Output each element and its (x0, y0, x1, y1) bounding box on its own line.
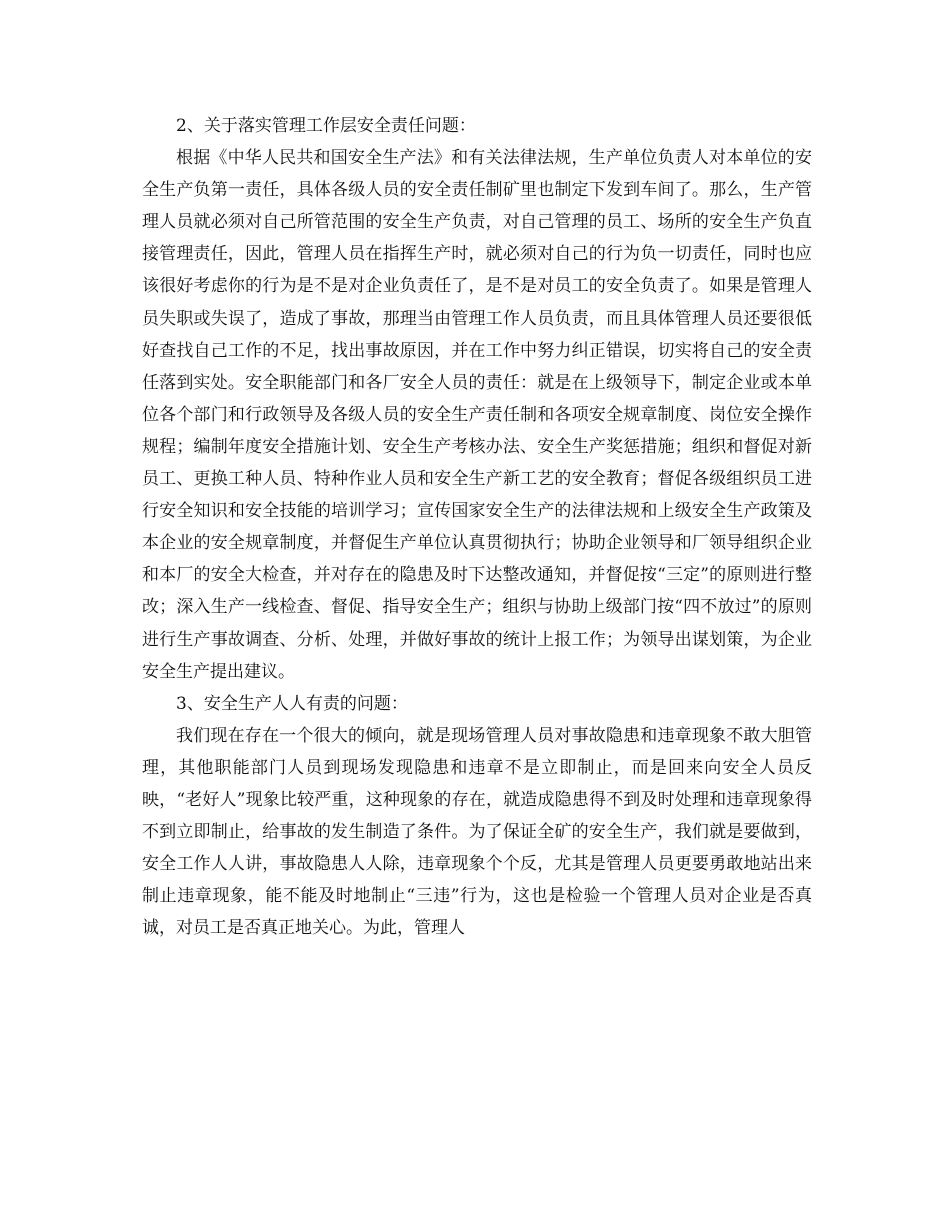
section-3-heading: 3、安全生产人人有责的问题： (176, 693, 408, 714)
section-2-paragraph: 根据《中华人民共和国安全生产法》和有关法律法规，生产单位负责人对本单位的安全生产负第一责任，具体各级人员的安全责任制矿里也制定下发到车间了。那么，生产管理人员就必须对自己所管范围的安全生产负责，对自己管理的员工、场所的安全生产负直接管理责任，因此，管理人员在指挥生产时，就必须对自己的行为负一切责任，同时也应该很好考虑你的行为是不是对企业负责任了，是不是对员工的安全负责了。如果是管理人员失职或失误了，造成了事故，那理当由管理工作人员负责，而且具体管理人员还要很低好查找自己工作的不足，找出事故原因，并在工作中努力纠正错误，切实将自己的安全责任落到实处。安全职能部门和各厂安全人员的责任：就是在上级领导下，制定企业或本单位各个部门和行政领导及各级人员的安全生产责任制和各项安全规章制度、岗位安全操作规程；编制年度安全措施计划、安全生产考核办法、安全生产奖惩措施；组织和督促对新员工、更换工种人员、特种作业人员和安全生产新工艺的安全教育；督促各级组织员工进行安全知识和安全技能的培训学习；宣传国家安全生产的法律法规和上级安全生产政策及本企业的安全规章制度，并督促生产单位认真贯彻执行；协助企业领导和厂领导组织企业和本厂的安全大检查，并对存在的隐患及时下达整改通知，并督促按“三定”的原则进行整改；深入生产一线检查、督促、指导安全生产；组织与协助上级部门按“四不放过”的原则进行生产事故调查、分析、处理，并做好事故的统计上报工作；为领导出谋划策，为企业安全生产提出建议。 (142, 148, 812, 682)
section-3-paragraph: 我们现在存在一个很大的倾向，就是现场管理人员对事故隐患和违章现象不敢大胆管理，其他职能部门人员到现场发现隐患和违章不是立即制止，而是回来向安全人员反映，“老好人”现象比较严重，这种现象的存在，就造成隐患得不到及时处理和违章现象得不到立即制止，给事故的发生制造了条件。为了保证全矿的安全生产，我们就是要做到，安全工作人人讲，事故隐患人人除，违章现象个个反，尤其是管理人员更要勇敢地站出来制止违章现象，能不能及时地制止“三违”行为，这也是检验一个管理人员对企业是否真诚，对员工是否真正地关心。为此，管理人 (142, 725, 812, 939)
section-2-heading: 2、关于落实管理工作层安全责任问题： (176, 116, 476, 136)
document-body (142, 110, 812, 944)
